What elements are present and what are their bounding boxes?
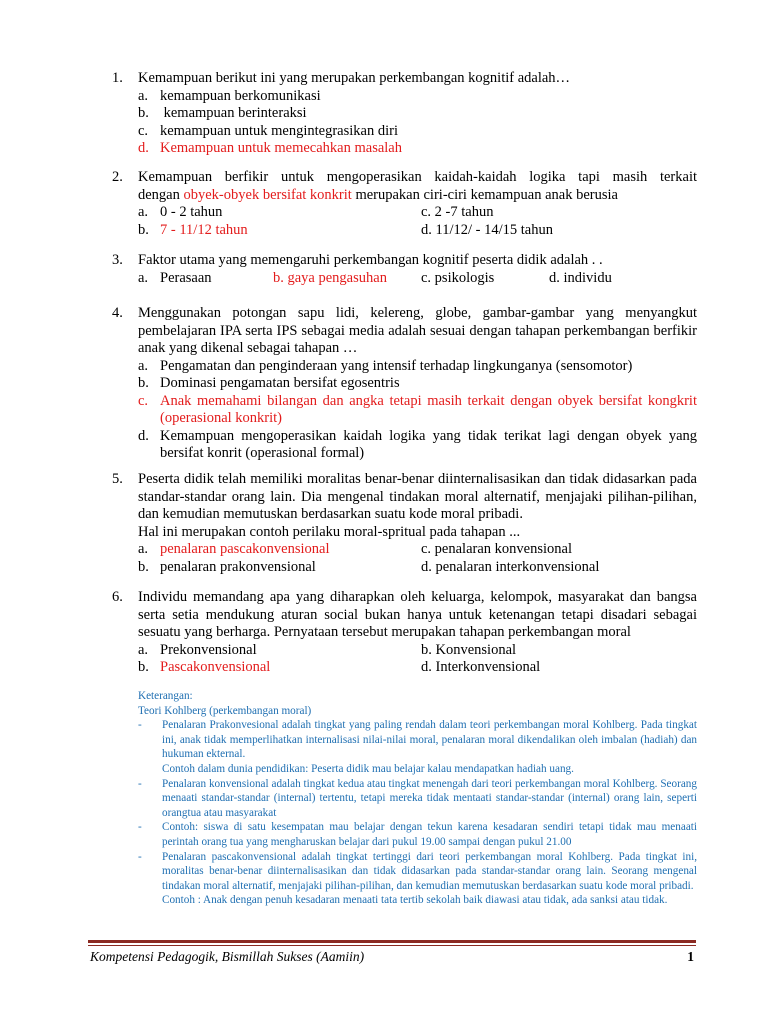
question-stem-2: Hal ini merupakan contoh perilaku moral-spritual pada tahapan ... (138, 523, 521, 540)
option-d: d. Interkonvensional (421, 659, 541, 675)
option-c: b. Konvensional (421, 641, 517, 658)
question-stem: Peserta didik telah memiliki moralitas benar-benar diinternalisasikan dan tidak didasarkan pada standar-standar orang lain. Dia mengenal tindakan moral alternatif, menjajaki pilihan-pilihan, dan kemudian memutuskan berdasarkan suatu kode moral pribadi. (138, 471, 697, 522)
option-c: c. penalaran konvensional (421, 541, 572, 557)
option-c: c. kemampuan untuk mengintegrasikan diri (138, 122, 398, 139)
option-row: a. Perasaan b. gaya pengasuhan c. psikologis d. individu (138, 269, 612, 286)
question-5 (112, 471, 697, 576)
option-b: b. kemampuan berinteraksi (138, 105, 307, 121)
notes-section (138, 689, 697, 908)
question-4 (112, 305, 697, 463)
question-number: 6. (112, 589, 123, 605)
option-b: b. Dominasi pengamatan bersifat egosentris (138, 375, 400, 391)
footer-rule-thin (88, 945, 696, 946)
option-a: 0 - 2 tahun (160, 204, 223, 220)
notes-title: Keterangan: (138, 690, 193, 702)
option-d: d. 11/12/ - 14/15 tahun (421, 221, 553, 238)
footer-rule-thick (88, 940, 696, 943)
question-3 (112, 252, 697, 287)
option-d: d. penalaran interkonvensional (421, 558, 600, 575)
page-number: 1 (687, 949, 694, 964)
option-b: penalaran prakonvensional (160, 558, 316, 575)
option-row-2: b. Pascakonvensional d. Interkonvensional (138, 659, 541, 675)
question-number: 5. (112, 471, 123, 487)
note-item: - Penalaran Prakonvesional adalah tingkat yang paling rendah dalam teori perkembangan moral Kohlberg. Pada tingkat ini, anak tidak memperlihatkan internalisasi nilai-nilai moral, penalaran moral dikendalikan oleh imbalan (hadiah) dan hukuman ekternal. (138, 719, 697, 761)
notes-subtitle: Teori Kohlberg (perkembangan moral) (138, 704, 312, 717)
question-number: 4. (112, 305, 123, 321)
question-stem-line2: dengan obyek-obyek bersifat konkrit merupakan ciri-ciri kemampuan anak berusia (138, 186, 618, 203)
question-6 (112, 589, 697, 677)
question-number: 1. (112, 70, 123, 86)
question-stem: Menggunakan potongan sapu lidi, kelereng, globe, gambar-gambar yang menyangkut pembelajaran IPA serta IPS sebagai media adalah sesuai dengan tahapan perkembangan berfikir anak yang dikenal sebagai tahapan … (138, 305, 697, 356)
question-2 (112, 169, 697, 239)
option-row-1: a. Prekonvensional b. Konvensional (138, 641, 517, 658)
option-d-answer: d. Kemampuan untuk memecahkan masalah (138, 140, 402, 156)
option-c: c. 2 -7 tahun (421, 204, 494, 220)
question-stem: Faktor utama yang memengaruhi perkembangan kognitif peserta didik adalah . . (138, 252, 603, 268)
option-d: d. Kemampuan mengoperasikan kaidah logika yang tidak terikat lagi dengan obyek yang bersifat konrit (operasional formal) (138, 427, 697, 461)
note-item: - Penalaran pascakonvensional adalah tingkat tertinggi dari teori perkembangan moral Kohlberg. Pada tingkat ini, moralitas benar-benar diinternalisasikan dan tidak didasarkan pada standar-standar orang lain. Seorang mengenal tindakan moral alternatif, menjajaki pilihan-pilihan, dan kemudian memutuskan berdasarkan suatu kode moral pribadi. (138, 850, 697, 892)
option-a: a. kemampuan berkomunikasi (138, 87, 321, 104)
highlight-text: obyek-obyek bersifat konkrit (183, 186, 352, 203)
option-a: Prekonvensional (160, 641, 257, 658)
option-d: d. individu (549, 269, 612, 286)
question-1 (112, 70, 697, 158)
option-row-1: a. 0 - 2 tahun c. 2 -7 tahun (138, 204, 494, 220)
question-stem-line1: Kemampuan berfikir untuk mengoperasikan kaidah-kaidah logika tapi masih terkait (138, 169, 697, 185)
question-stem: Kemampuan berikut ini yang merupakan perkembangan kognitif adalah… (138, 70, 571, 86)
question-number: 3. (112, 252, 123, 268)
note-example: Contoh : Anak dengan penuh kesadaran menaati tata tertib sekolah baik diawasi atau tidak, ada sanksi atau tidak. (162, 894, 668, 907)
question-number: 2. (112, 169, 123, 185)
option-a: Perasaan (160, 269, 212, 286)
option-c-answer: c. Anak memahami bilangan dan angka tetapi masih terkait dengan obyek bersifat kongkrit (operasional konkrit) (138, 392, 697, 426)
note-example: - Contoh: siswa di satu kesempatan mau belajar dengan tekun karena kesadaran sendiri tetapi tidak mau menaati perintah orang tua yang mengharuskan belajar dari pukul 19.00 sampai dengan pukul 21.00 (138, 821, 697, 848)
footer-text: Kompetensi Pedagogik, Bismillah Sukses (Aamiin) (90, 949, 365, 964)
option-row-2: b. penalaran prakonvensional d. penalaran interkonvensional (138, 558, 600, 575)
option-row-1: a. penalaran pascakonvensional c. penalaran konvensional (138, 541, 572, 557)
question-stem: Individu memandang apa yang diharapkan oleh keluarga, kelompok, masyarakat dan bangsa serta setia mendukung aturan social bukan hanya untuk ketenangan tetapi disadari sebagai sesuatu yang berharga. Pernyataan tersebut merupakan tahapan perkembangan moral (138, 589, 697, 640)
option-b-answer: 7 - 11/12 tahun (160, 221, 248, 238)
option-row-2: b. 7 - 11/12 tahun d. 11/12/ - 14/15 tahun (138, 221, 553, 238)
option-b-answer: Pascakonvensional (160, 659, 271, 675)
note-item: - Penalaran konvensional adalah tingkat kedua atau tingkat menengah dari teori perkembangan moral Kohlberg. Seorang menaati standar-standar (internal) tertentu, tetapi mereka tidak mentaati standar-standar (internal) orang lain, seperti orangtua atau masyarakat (138, 777, 697, 819)
option-b-answer: b. gaya pengasuhan (273, 269, 387, 286)
option-a-answer: penalaran pascakonvensional (160, 541, 330, 557)
note-example: Contoh dalam dunia pendidikan: Peserta didik mau belajar kalau mendapatkan hadiah uang. (162, 762, 574, 775)
option-c: c. psikologis (421, 269, 495, 286)
option-a: a. Pengamatan dan penginderaan yang intensif terhadap lingkunganya (sensomotor) (138, 357, 633, 374)
